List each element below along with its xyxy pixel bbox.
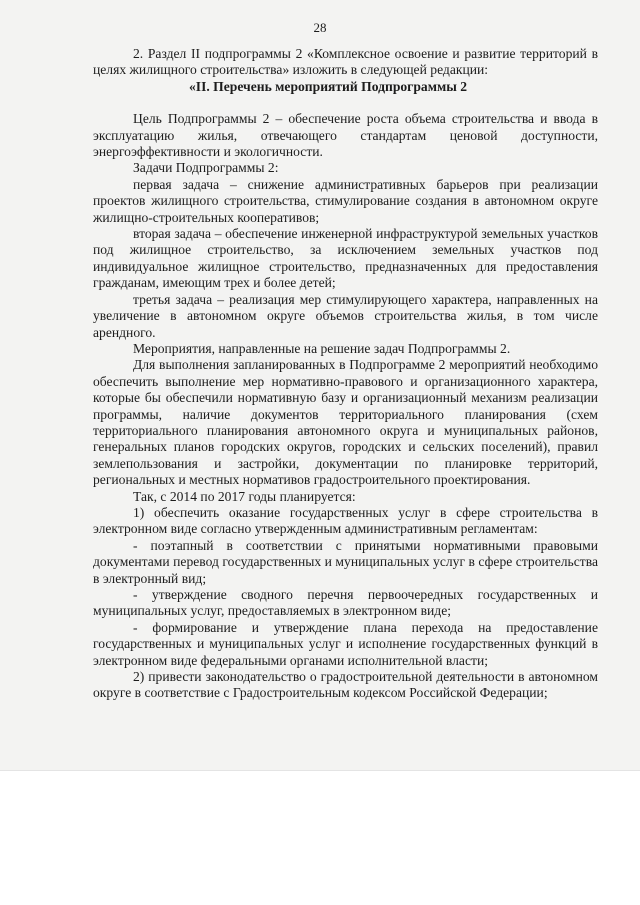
paragraph-plan-intro: Так, с 2014 по 2017 годы планируется:	[133, 488, 356, 504]
intro-paragraph: 2. Раздел II подпрограммы 2 «Комплексное освоение и развитие территорий в целях жилищного строительства» изложить в следующей редакции:	[93, 46, 598, 78]
paragraph-item-1: 1) обеспечить оказание государственных услуг в сфере строительства в электронном виде согласно утвержденным административным регламентам:	[93, 504, 598, 537]
section-heading: «II. Перечень мероприятий Подпрограммы 2	[189, 78, 468, 94]
paragraph-measures: Для выполнения запланированных в Подпрограмме 2 мероприятий необходимо обеспечить выполнение мер нормативно-правового и организационного характера, которые бы обеспечили нормативную базу и организационный механизм реализации программы, наличие документов территориального планирования (схем территориального планирования автономного округа и муниципальных районов, генеральных планов городских округов, городских и сельских поселений), правил землепользования и застройки, документации по планировке территорий, региональных и местных нормативов градостроительного проектирования.	[93, 357, 598, 488]
paragraph-measures-title: Мероприятия, направленные на решение задач Подпрограммы 2.	[133, 340, 511, 356]
paragraph-bullet-2: - утверждение сводного перечня первоочередных государственных и муниципальных услуг, предоставляемых в электронном виде;	[93, 587, 598, 619]
paragraph-item-2: 2) привести законодательство о градостроительной деятельности в автономном округе в соответствие с Градостроительным кодексом Российской Федерации;	[93, 669, 598, 701]
paragraph-task-1: первая задача – снижение административных барьеров при реализации проектов жилищного строительства, стимулирование создания в автономном округе жилищно-строительных кооперативов;	[93, 176, 598, 225]
spacer	[93, 95, 598, 111]
paragraph-goal: Цель Подпрограммы 2 – обеспечение роста объема строительства и ввода в эксплуатацию жилья, отвечающего стандартам ценовой доступности, энергоэффективности и экологичности.	[93, 111, 598, 160]
document-body	[93, 46, 598, 702]
paragraph-bullet-3: - формирование и утверждение плана перехода на предоставление государственных и муниципальных услуг и исполнение государственных функций в электронном виде федеральными органами исполнительной власти;	[93, 619, 598, 668]
paragraph-task-3: третья задача – реализация мер стимулирующего характера, направленных на увеличение в автономном округе объемов строительства жилья, в том числе арендного.	[93, 291, 598, 340]
paragraph-tasks-title: Задачи Подпрограммы 2:	[133, 160, 279, 176]
paragraph-task-2: вторая задача – обеспечение инженерной инфраструктурой земельных участков под жилищное строительство, за исключением земельных участков под индивидуальное жилищное строительство, предназначенных для предоставления гражданам, имеющим трех и более детей;	[93, 226, 598, 291]
paragraph-bullet-1: - поэтапный в соответствии с принятыми нормативными правовыми документами перевод государственных и муниципальных услуг в сфере строительства в электронный вид;	[93, 537, 598, 586]
page-number: 28	[313, 20, 327, 35]
